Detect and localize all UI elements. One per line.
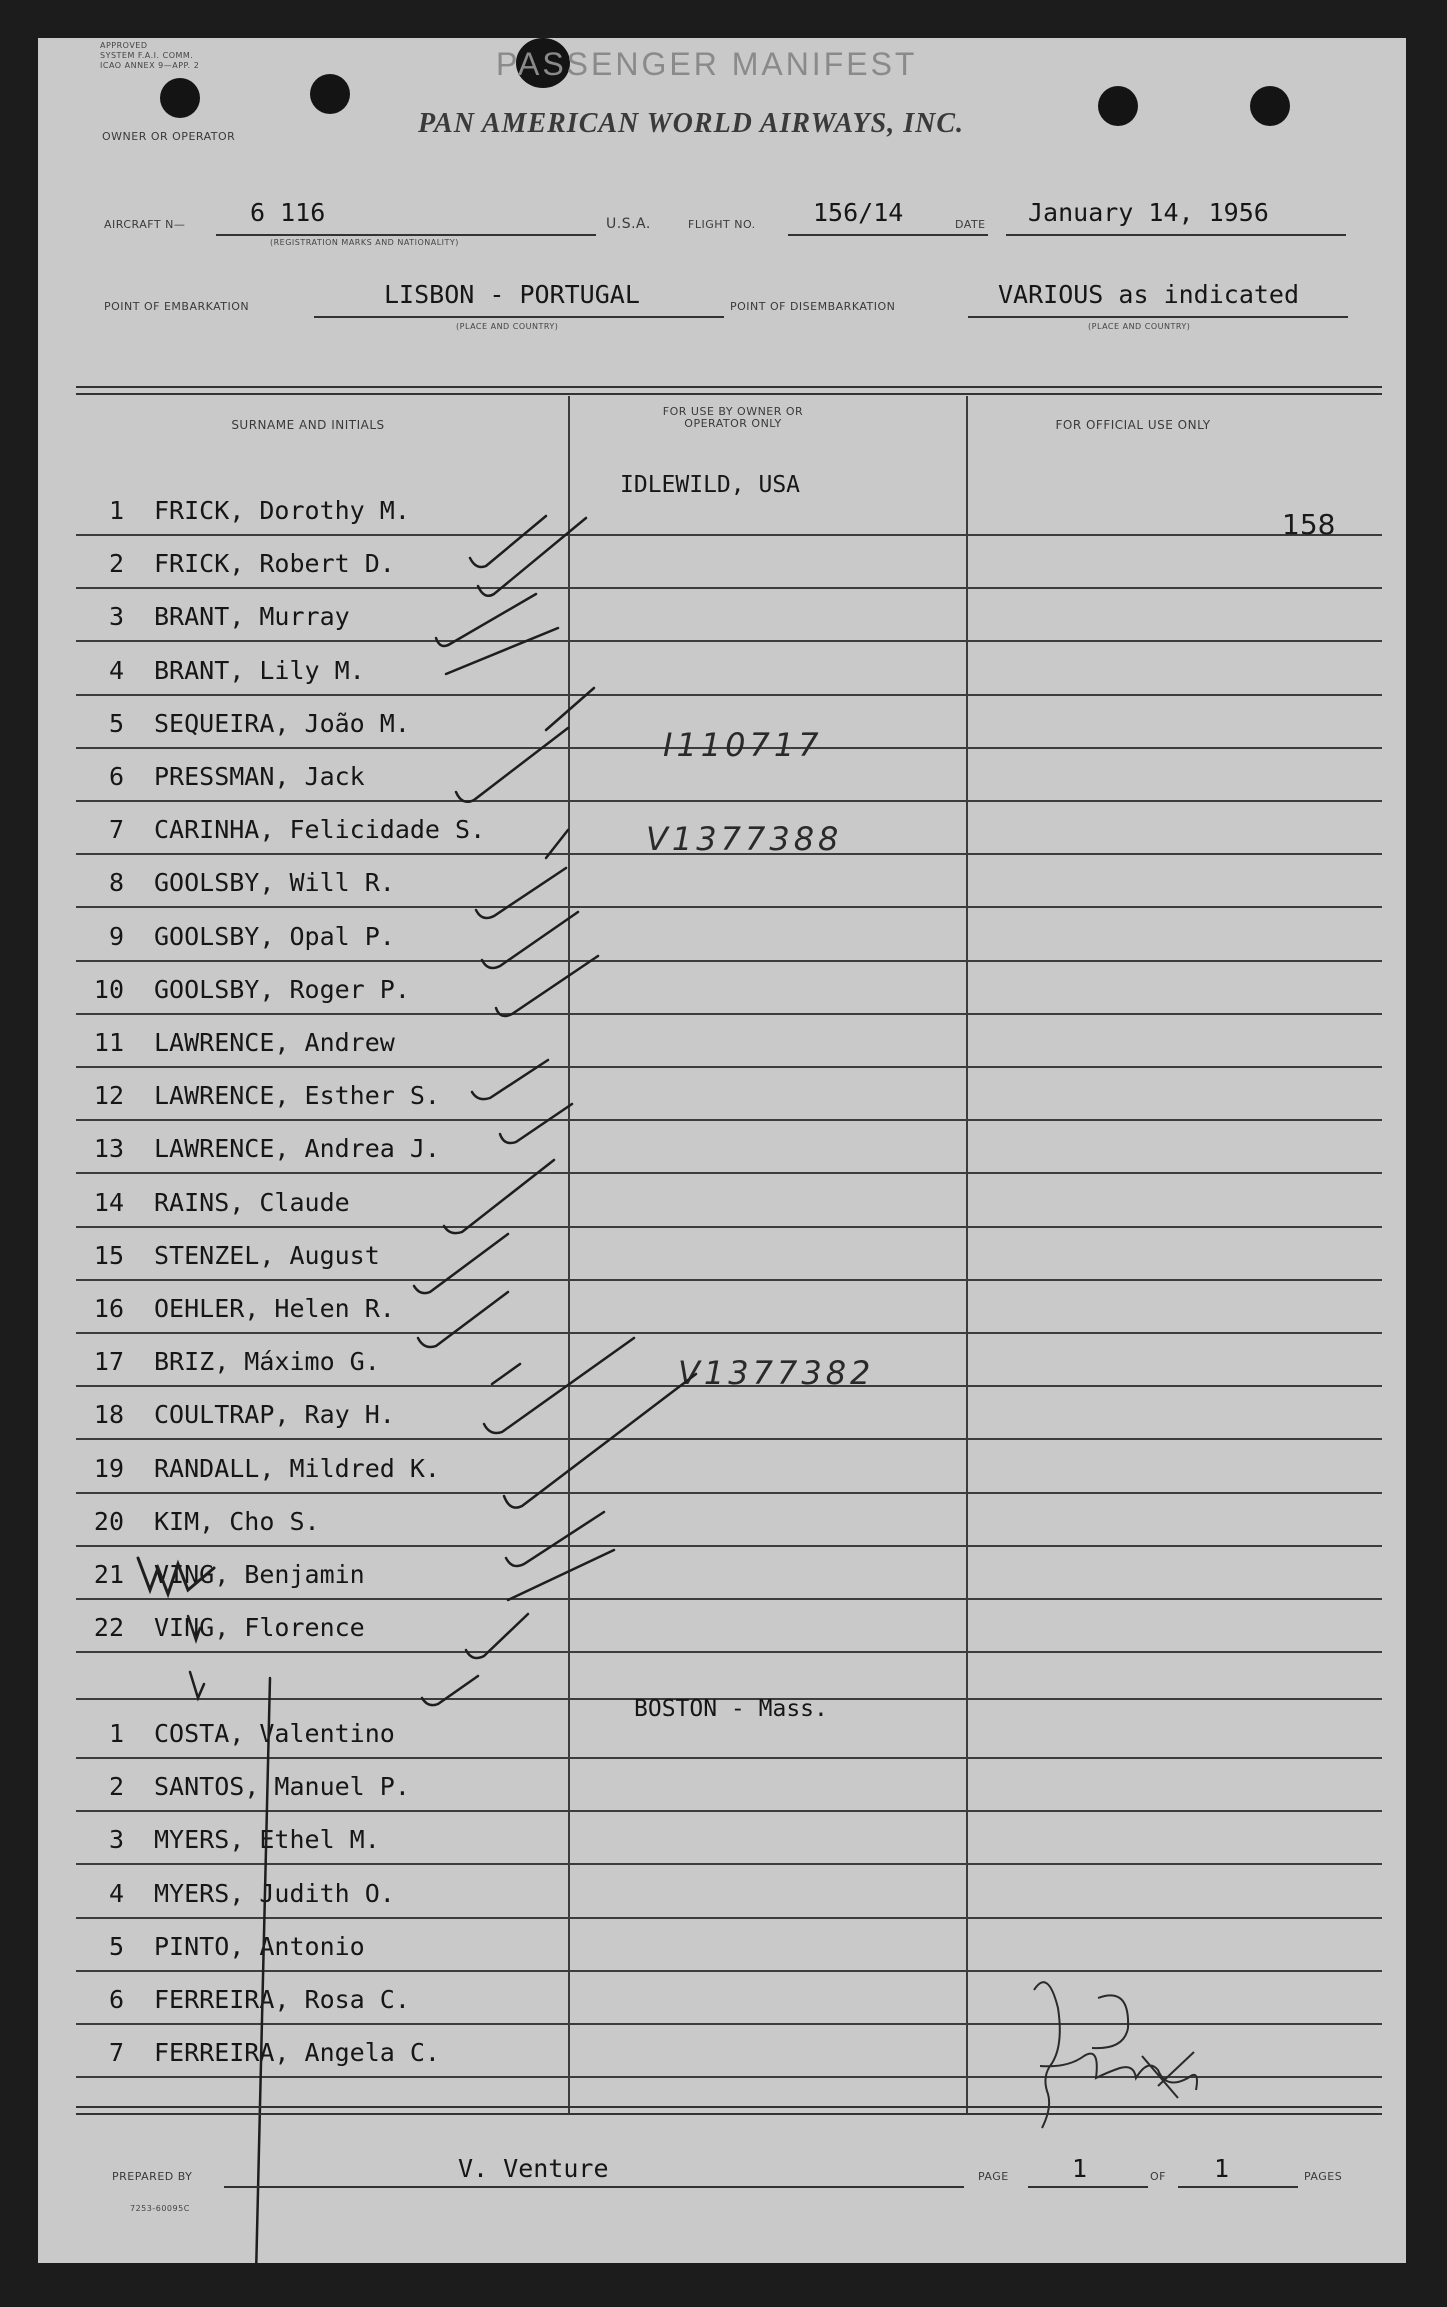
check-mark — [436, 594, 536, 646]
col-header-owner: FOR USE BY OWNER OR OPERATOR ONLY — [662, 405, 804, 430]
passenger-name: PINTO, Antonio — [154, 1931, 365, 1961]
stamp-line: SYSTEM F.A.I. COMM. — [100, 51, 194, 60]
embark-value: LISBON - PORTUGAL — [384, 280, 640, 309]
prepared-underline — [224, 2186, 964, 2188]
passenger-number: 9 — [108, 921, 124, 951]
check-mark — [492, 1364, 520, 1384]
passenger-name: GOOLSBY, Roger P. — [154, 974, 410, 1004]
passenger-number: 1 — [108, 496, 124, 525]
passenger-name: BRANT, Murray — [154, 602, 350, 632]
passenger-number: 7 — [108, 2038, 124, 2068]
passenger-name: LAWRENCE, Andrew — [154, 1028, 395, 1057]
annotation-row17: V1377382 — [678, 1354, 875, 1392]
pages-label: PAGES — [1304, 2170, 1343, 2183]
passenger-name: GOOLSBY, Opal P. — [154, 921, 395, 951]
passenger-number: 7 — [108, 815, 124, 845]
passenger-number: 5 — [108, 1931, 124, 1961]
passenger-name: FRICK, Dorothy M. — [154, 496, 410, 525]
passenger-name: PRESSMAN, Jack — [154, 762, 365, 791]
check-mark — [476, 868, 566, 918]
company-name: PAN AMERICAN WORLD AIRWAYS, INC. — [418, 108, 965, 139]
passenger-number: 5 — [108, 708, 124, 738]
owner-label: OWNER OR OPERATOR — [102, 130, 236, 143]
passenger-name: SANTOS, Manuel P. — [154, 1772, 410, 1802]
passenger-name: STENZEL, August — [154, 1240, 380, 1270]
aircraft-value: 6 116 — [250, 198, 326, 227]
passenger-number: 4 — [108, 1878, 124, 1908]
aircraft-sublabel: (REGISTRATION MARKS AND NATIONALITY) — [270, 238, 459, 247]
of-underline — [1178, 2186, 1298, 2188]
check-mark — [446, 628, 558, 674]
manifest-sheet — [38, 38, 1406, 2263]
passenger-name: KIM, Cho S. — [154, 1506, 320, 1536]
check-mark — [546, 830, 568, 858]
check-mark — [484, 1338, 634, 1433]
check-marks — [138, 516, 696, 2263]
passenger-number: 17 — [93, 1347, 124, 1377]
stamp-line: APPROVED — [100, 41, 148, 50]
of-label: OF — [1150, 2170, 1166, 2183]
check-mark — [500, 1104, 572, 1143]
prepared-value: V. Venture — [458, 2154, 609, 2183]
checkmarks-overlay — [38, 38, 1406, 2263]
passenger-name: FRICK, Robert D. — [154, 549, 395, 579]
table-bottom-rule — [76, 2106, 1382, 2115]
passenger-name: SEQUEIRA, João M. — [154, 708, 410, 738]
check-mark — [456, 728, 568, 802]
official-number: 158 — [1282, 508, 1336, 541]
passenger-name: VING, Benjamin — [154, 1560, 365, 1589]
passenger-number: 20 — [93, 1506, 124, 1536]
passenger-number: 19 — [93, 1453, 124, 1483]
disembark-value: VARIOUS as indicated — [998, 280, 1300, 309]
passenger-name: RANDALL, Mildred K. — [154, 1453, 440, 1483]
of-value: 1 — [1214, 2154, 1230, 2183]
passenger-name: FERREIRA, Rosa C. — [154, 1985, 410, 2014]
form-title: PASSENGER MANIFEST — [496, 46, 918, 82]
date-value: January 14, 1956 — [1028, 198, 1269, 227]
annotation-row7: V1377388 — [646, 820, 843, 858]
passenger-number: 2 — [108, 1772, 124, 1802]
passenger-number: 2 — [108, 549, 124, 579]
aircraft-label: AIRCRAFT N— — [104, 218, 186, 231]
passenger-number: 3 — [108, 602, 124, 632]
passenger-name: VING, Florence — [154, 1613, 365, 1643]
passenger-number: 14 — [93, 1187, 124, 1217]
passenger-number: 3 — [108, 1825, 124, 1855]
check-mark — [506, 1512, 604, 1566]
passenger-number: 1 — [108, 1719, 124, 1748]
check-mark — [546, 688, 594, 730]
passenger-number: 15 — [93, 1240, 124, 1270]
passenger-name: FERREIRA, Angela C. — [154, 2038, 440, 2068]
disembark-label: POINT OF DISEMBARKATION — [730, 300, 896, 313]
date-label: DATE — [955, 218, 986, 231]
check-mark — [496, 956, 598, 1016]
passenger-number: 16 — [93, 1294, 124, 1323]
passenger-name: BRANT, Lily M. — [154, 655, 365, 685]
passenger-name: RAINS, Claude — [154, 1187, 350, 1217]
passenger-number: 4 — [108, 655, 124, 685]
passenger-number: 6 — [108, 1985, 124, 2014]
passenger-name: COULTRAP, Ray H. — [154, 1400, 395, 1430]
passenger-number: 11 — [93, 1028, 124, 1057]
country-label: U.S.A. — [606, 216, 651, 232]
passenger-number: 6 — [108, 762, 124, 791]
passenger-name: COSTA, Valentino — [154, 1719, 395, 1748]
passenger-number: 12 — [93, 1081, 124, 1111]
passenger-name: GOOLSBY, Will R. — [154, 868, 395, 898]
flight-value: 156/14 — [813, 198, 904, 227]
passenger-number: 18 — [93, 1400, 124, 1430]
page-value: 1 — [1072, 2154, 1088, 2183]
scribble-row21 — [188, 1616, 200, 1640]
check-mark — [444, 1160, 554, 1233]
page-label: PAGE — [978, 2170, 1009, 2183]
scribble-row20 — [138, 1558, 214, 1594]
passenger-number: 13 — [93, 1134, 124, 1164]
prepared-label: PREPARED BY — [112, 2170, 193, 2183]
disembark-sublabel: (PLACE AND COUNTRY) — [1088, 322, 1191, 331]
stamp-line: ICAO ANNEX 9—APP. 2 — [100, 61, 200, 70]
passenger-name: OEHLER, Helen R. — [154, 1294, 395, 1323]
scribble-row22 — [190, 1672, 204, 1698]
flight-label: FLIGHT NO. — [688, 218, 756, 231]
passenger-number: 8 — [108, 868, 124, 898]
passenger-name: MYERS, Ethel M. — [154, 1825, 380, 1855]
check-mark — [414, 1234, 508, 1293]
col-header-surname: SURNAME AND INITIALS — [231, 418, 385, 432]
check-mark — [504, 1374, 696, 1508]
check-mark — [508, 1550, 614, 1600]
check-mark — [478, 518, 586, 596]
passenger-number: 10 — [93, 974, 124, 1004]
check-mark — [466, 1614, 528, 1658]
annotation-row5: I110717 — [663, 726, 823, 764]
destination-idlewild: IDLEWILD, USA — [620, 472, 801, 498]
embark-sublabel: (PLACE AND COUNTRY) — [456, 322, 559, 331]
passenger-name: LAWRENCE, Esther S. — [154, 1081, 440, 1111]
check-mark — [422, 1676, 478, 1705]
check-mark — [418, 1292, 508, 1347]
passenger-name: BRIZ, Máximo G. — [154, 1347, 380, 1377]
form-code: 7253-60095C — [130, 2204, 190, 2213]
vertical-pen-stroke — [256, 1678, 270, 2263]
passenger-number: 22 — [93, 1613, 124, 1643]
page-underline — [1028, 2186, 1148, 2188]
passenger-name: MYERS, Judith O. — [154, 1878, 395, 1908]
check-mark — [472, 1060, 548, 1099]
embark-label: POINT OF EMBARKATION — [104, 300, 250, 313]
col-header-official: FOR OFFICIAL USE ONLY — [1055, 418, 1211, 432]
check-mark — [482, 912, 578, 968]
destination-boston: BOSTON - Mass. — [634, 1696, 828, 1722]
passenger-name: LAWRENCE, Andrea J. — [154, 1134, 440, 1164]
passenger-number: 21 — [93, 1560, 124, 1589]
passenger-name: CARINHA, Felicidade S. — [154, 815, 486, 845]
